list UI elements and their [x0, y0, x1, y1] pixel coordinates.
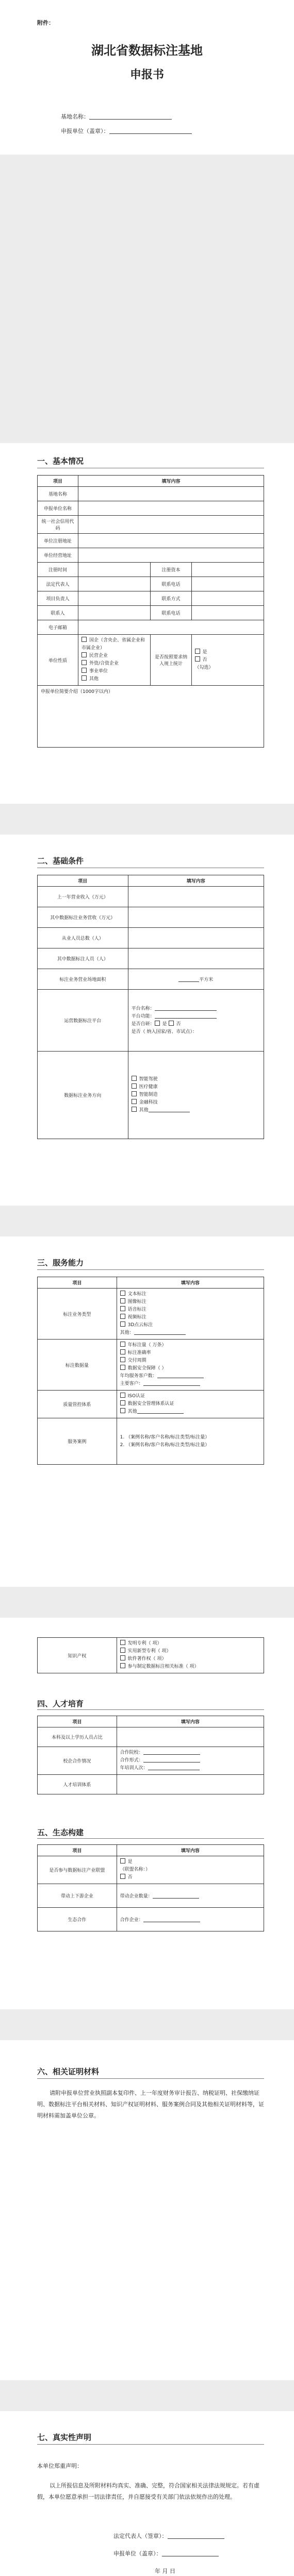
coop-form-label: 合作形式：: [120, 1758, 143, 1763]
row-contact: 联系人: [38, 606, 78, 620]
section6-title: 六、相关证明材料: [37, 2067, 100, 2076]
checkbox-stat-yes[interactable]: [195, 649, 200, 654]
col-content: 填写内容: [117, 1716, 264, 1727]
opt-security: 数据安全保障（ ）: [127, 1366, 167, 1371]
applicant-line: [109, 129, 192, 134]
checkbox-selfdev-yes[interactable]: [155, 1021, 160, 1026]
row-platform: 运营数据标注平台: [38, 990, 128, 1052]
row-reg-capital: 注册资本: [151, 563, 191, 577]
opt-alliance-yes: 是: [127, 1859, 133, 1865]
row-label-type: 标注业务类型: [38, 1289, 117, 1340]
alliance-name-label: （联盟名称：）: [120, 1867, 151, 1872]
checkbox-image[interactable]: [120, 1298, 125, 1303]
upstream-line: [153, 1893, 199, 1899]
opt-image: 图像标注: [127, 1299, 146, 1304]
col-content: 填写内容: [117, 1845, 264, 1856]
eco-coop-cell[interactable]: [117, 1908, 264, 1931]
section3-divider: [37, 1269, 264, 1270]
opt-direction-other: 其他: [139, 1108, 149, 1113]
opt-invention: 发明专利（ 项）: [127, 1641, 162, 1646]
row-nature: 单位性质: [38, 635, 78, 686]
area-line: [178, 977, 199, 982]
platform-function-label: 平台功能：: [131, 1013, 155, 1019]
opt-autodrive: 智能驾驶: [139, 1077, 158, 1082]
opt-manufacturing: 智能制造: [139, 1092, 158, 1097]
section5-divider: [37, 1838, 264, 1839]
row-email: 电子邮箱: [38, 620, 78, 635]
opt-iso: ISO认证: [127, 1394, 145, 1399]
section45-page: [0, 1618, 294, 2009]
school-coop-cell[interactable]: [117, 1747, 264, 1775]
section2-title: 二、基础条件: [37, 856, 84, 866]
section4-divider: [37, 1709, 264, 1710]
clients-count-label: 年均服务客户数：: [120, 1374, 157, 1379]
opt-text: 文本标注: [127, 1292, 146, 1297]
platform-name-label: 平台名称：: [131, 1006, 155, 1011]
input-legal-rep[interactable]: [78, 577, 151, 591]
checkbox-annual-volume[interactable]: [120, 1342, 125, 1347]
opt-fintech: 金融科技: [139, 1100, 158, 1105]
input-credit-code[interactable]: [78, 516, 264, 534]
checkbox-quality-other[interactable]: [120, 1408, 125, 1413]
opt-standard: 参与制定数据标注相关标准（ 项）: [127, 1664, 199, 1669]
case-1: （案例名称/客户名称/标注类型/标注量）: [126, 1434, 210, 1440]
row-project-lead: 项目负责人: [38, 591, 78, 606]
stat-note: （勾选）: [194, 665, 214, 670]
col-content: 填写内容: [78, 476, 264, 487]
row-credit-code: 统一社会信用代码: [38, 516, 78, 534]
col-item: 项目: [38, 476, 78, 487]
input-contact-info[interactable]: [191, 591, 264, 606]
row-reg-date: 注册时间: [38, 563, 78, 577]
checkbox-autodrive[interactable]: [132, 1076, 137, 1081]
input-degree-ratio[interactable]: [117, 1727, 264, 1747]
quality-options: [117, 1391, 264, 1418]
row-upstream: 带动上下游企业: [38, 1884, 117, 1908]
input-org-name[interactable]: [78, 501, 264, 516]
intro-cell[interactable]: [38, 686, 264, 748]
row-ip: 知识产权: [38, 1638, 117, 1673]
checkbox-text[interactable]: [120, 1291, 125, 1296]
applicant-field[interactable]: [61, 127, 192, 135]
ip-options: [117, 1638, 264, 1673]
input-phone[interactable]: [191, 577, 264, 591]
input-area[interactable]: [128, 969, 264, 990]
legal-rep-sign-line: [168, 2534, 224, 2539]
foundation-table: [37, 875, 264, 1139]
input-revenue[interactable]: [128, 887, 264, 907]
checkbox-direction-other[interactable]: [132, 1107, 137, 1112]
opt-dsms: 数据安全管理体系认证: [127, 1401, 174, 1406]
opt-delivery: 交付周期: [127, 1358, 146, 1363]
coop-training-label: 年培训人次：: [120, 1766, 148, 1771]
ip-table: [37, 1637, 264, 1673]
main-clients-label: 主要客户：: [120, 1381, 143, 1386]
opt-stat-no: 否: [202, 657, 207, 663]
row-stat-label: 是否按照要求纳入规上统计: [151, 635, 191, 686]
section1-title: 一、基本情况: [37, 456, 84, 466]
platform-function-line: [155, 1013, 217, 1019]
opt-utility: 实用新型专利（ 项）: [127, 1649, 171, 1654]
row-reg-address: 单位注册地址: [38, 534, 78, 548]
row-quality: 质量管控体系: [38, 1391, 117, 1418]
coop-school-label: 合作院校：: [120, 1750, 143, 1755]
row-phone: 联系电话: [151, 577, 191, 591]
opt-pointcloud: 3D点云标注: [127, 1323, 153, 1328]
row-school-coop: 校企合作情况: [38, 1747, 117, 1775]
input-label-revenue[interactable]: [128, 907, 264, 928]
section7-page: [0, 2411, 294, 2576]
platform-name-line: [155, 1006, 217, 1011]
section7-title: 七、真实性声明: [37, 2433, 92, 2442]
row-staff: 从业人员总数（人）: [38, 928, 128, 948]
input-project-lead[interactable]: [78, 591, 151, 606]
checkbox-private[interactable]: [81, 652, 87, 657]
checkbox-other[interactable]: [81, 675, 87, 681]
coop-school-line: [143, 1750, 200, 1755]
section6-page: [0, 2040, 294, 2380]
row-degree-ratio: 本科及以上学历人员占比: [38, 1727, 117, 1747]
sign-date[interactable]: [155, 2567, 175, 2575]
checkbox-video[interactable]: [120, 1314, 125, 1319]
upstream-label: 带动企业数量：: [120, 1894, 153, 1899]
col-item: 项目: [38, 875, 128, 887]
checkbox-utility[interactable]: [120, 1648, 125, 1653]
org-seal-label: 申报单位（盖章）：: [113, 2550, 162, 2557]
input-contact-phone[interactable]: [191, 606, 264, 620]
legal-rep-sign[interactable]: [113, 2532, 224, 2540]
base-name-field[interactable]: [61, 112, 172, 121]
coop-form-line: [143, 1757, 200, 1762]
input-contact[interactable]: [78, 606, 151, 620]
row-org-name: 申报单位名称: [38, 501, 78, 516]
section7-divider: [37, 2444, 264, 2445]
opt-alliance-no: 否: [127, 1875, 133, 1880]
clients-count-line: [157, 1373, 204, 1378]
sign-date-label: 年 月 日: [155, 2568, 175, 2574]
input-op-address[interactable]: [78, 548, 264, 563]
row-training-system: 人才培训体系: [38, 1775, 117, 1794]
intro-label: 申报单位简要介绍（1000字以内）: [41, 689, 113, 694]
col-item: 项目: [38, 1277, 117, 1289]
label-type-other: 其他：: [120, 1330, 134, 1335]
org-seal[interactable]: [113, 2549, 219, 2557]
alliance-options: [117, 1856, 264, 1884]
checkbox-accuracy[interactable]: [120, 1349, 125, 1354]
basic-info-table: [37, 475, 264, 748]
checkbox-pointcloud[interactable]: [120, 1321, 125, 1327]
opt-annual-volume: 年标注量（ 万条）: [127, 1343, 167, 1348]
input-staff[interactable]: [128, 928, 264, 948]
declaration-greeting: 本单位郑重声明：: [37, 2463, 83, 2469]
row-eco-coop: 生态合作: [38, 1908, 117, 1931]
input-label-staff[interactable]: [128, 948, 264, 969]
checkbox-alliance-yes[interactable]: [120, 1858, 125, 1863]
section4-title: 四、人才培育: [37, 1699, 84, 1708]
section3-title: 三、服务能力: [37, 1258, 84, 1267]
platform-cell[interactable]: [128, 990, 264, 1052]
row-op-address: 单位经营地址: [38, 548, 78, 563]
declaration-text: 以上所报信息及所附材料均真实、准确、完整，符合国家相关法律法规规定。若有虚假，本单位愿意承担一切法律责任，并自愿接受有关部门依法依规作出的处理。: [37, 2482, 259, 2500]
checkbox-security[interactable]: [120, 1365, 125, 1370]
row-base-name: 基地名称: [38, 487, 78, 501]
row-label-revenue: 其中数据标注业务营收（万元）: [38, 907, 128, 928]
checkbox-invention[interactable]: [120, 1640, 125, 1645]
data-volume-options: [117, 1340, 264, 1391]
opt-voice: 语音标注: [127, 1307, 146, 1312]
row-cases: 服务案例: [38, 1418, 117, 1465]
case-2: （案例名称/客户名称/标注类型/标注量）: [126, 1442, 210, 1448]
cover-page: [0, 0, 294, 155]
opt-public: 事业单位: [89, 669, 108, 674]
base-name-line: [89, 114, 172, 120]
checkbox-dsms[interactable]: [120, 1400, 125, 1405]
attachment-label: 附件：: [37, 20, 54, 26]
checkbox-standard[interactable]: [120, 1663, 125, 1668]
coop-training-line: [148, 1765, 200, 1770]
stat-options: [191, 635, 264, 686]
legal-rep-sign-label: 法定代表人（签章）：: [113, 2533, 168, 2539]
opt-selfdev-yes: 是: [162, 1021, 167, 1027]
opt-foreign: 外资/合资企业: [89, 661, 119, 666]
service-table: [37, 1277, 264, 1465]
checkbox-voice[interactable]: [120, 1306, 125, 1311]
checkbox-alliance-no[interactable]: [120, 1874, 125, 1879]
opt-video: 视频标注: [127, 1315, 146, 1320]
input-email[interactable]: [78, 620, 264, 635]
section3-page: [0, 1236, 294, 1587]
platform-pilot-label: 是否（ 纳入国家/省、市试点）：: [131, 1029, 197, 1035]
row-business-direction: 数据标注业务方向: [38, 1052, 128, 1139]
opt-stat-yes: 是: [202, 649, 207, 655]
row-area: 标注业务营业场地面积: [38, 969, 128, 990]
checkbox-software[interactable]: [120, 1655, 125, 1660]
col-item: 项目: [38, 1716, 117, 1727]
upstream-cell[interactable]: [117, 1884, 264, 1908]
checkbox-selfdev-no[interactable]: [169, 1021, 174, 1026]
row-alliance: 是否参与数据标注产业联盟: [38, 1856, 117, 1884]
input-reg-address[interactable]: [78, 534, 264, 548]
opt-selfdev-no: 否: [176, 1021, 181, 1027]
label-type-other-line: [134, 1330, 186, 1335]
section6-text: 请附申报单位营业执照副本复印件、上一年度财务审计报告、纳税证明、社保缴纳证明、数据标注平台相关材料、知识产权证明材料、服务案例合同及其他相关证明材料等，证明材料需加盖单位公章。: [37, 2090, 264, 2119]
talent-table: [37, 1716, 264, 1794]
col-item: 项目: [38, 1845, 117, 1856]
base-name-label: 基地名称：: [61, 113, 89, 120]
quality-other-line: [137, 1409, 184, 1414]
col-content: 填写内容: [128, 875, 264, 887]
ecosystem-table: [37, 1844, 264, 1931]
col-content: 填写内容: [117, 1277, 264, 1289]
row-contact-info: 联系方式: [151, 591, 191, 606]
platform-selfdev-label: 是否自研：: [131, 1021, 155, 1027]
section5-title: 五、生态构建: [37, 1828, 84, 1837]
nature-options: [78, 635, 151, 686]
section2-page: [0, 835, 294, 1206]
direction-other-line: [149, 1107, 190, 1112]
input-reg-capital[interactable]: [191, 563, 264, 577]
input-base-name[interactable]: [78, 487, 264, 501]
checkbox-foreign[interactable]: [81, 660, 87, 665]
opt-medical: 医疗健康: [139, 1084, 158, 1090]
opt-other: 其他: [89, 676, 99, 682]
input-training-system[interactable]: [117, 1775, 264, 1794]
row-legal-rep: 法定代表人: [38, 577, 78, 591]
section1-page: [0, 443, 294, 804]
checkbox-stat-no[interactable]: [195, 656, 200, 662]
opt-software: 软件著作权（ 项）: [127, 1656, 167, 1662]
cover-title: 湖北省数据标注基地: [91, 43, 203, 58]
row-label-staff: 其中数据标注人员（人）: [38, 948, 128, 969]
checkbox-manufacturing[interactable]: [132, 1091, 137, 1096]
checkbox-public[interactable]: [81, 668, 87, 673]
checkbox-iso[interactable]: [120, 1393, 125, 1398]
checkbox-delivery[interactable]: [120, 1357, 125, 1362]
checkbox-fintech[interactable]: [132, 1099, 137, 1104]
org-seal-line: [162, 2551, 219, 2556]
area-unit: 平方米: [199, 977, 214, 982]
eco-coop-line: [143, 1917, 200, 1922]
eco-coop-label: 合作企业：: [120, 1918, 143, 1923]
main-clients-line: [143, 1381, 200, 1386]
opt-quality-other: 其他: [127, 1409, 137, 1414]
section6-divider: [37, 2078, 264, 2079]
row-data-volume: 标注数据量: [38, 1340, 117, 1391]
opt-soe: 国企（含央企、省属企业和市属企业）: [81, 638, 145, 651]
label-type-options: [117, 1289, 264, 1340]
row-revenue: 上一年营业收入（万元）: [38, 887, 128, 907]
input-reg-date[interactable]: [78, 563, 151, 577]
checkbox-medical[interactable]: [132, 1083, 137, 1089]
cover-subtitle: 申报书: [129, 68, 164, 81]
direction-options: [128, 1052, 264, 1139]
row-contact-phone: 联系电话: [151, 606, 191, 620]
cases-cell[interactable]: 1. （案例名称/客户名称/标注类型/标注量） 2. （案例名称/客户名称/标注类型/标注量）: [117, 1418, 264, 1465]
opt-accuracy: 标注准确率: [127, 1350, 151, 1355]
opt-private: 民营企业: [89, 653, 108, 658]
checkbox-soe[interactable]: [81, 637, 87, 642]
applicant-label: 申报单位（盖章）：: [61, 128, 109, 134]
